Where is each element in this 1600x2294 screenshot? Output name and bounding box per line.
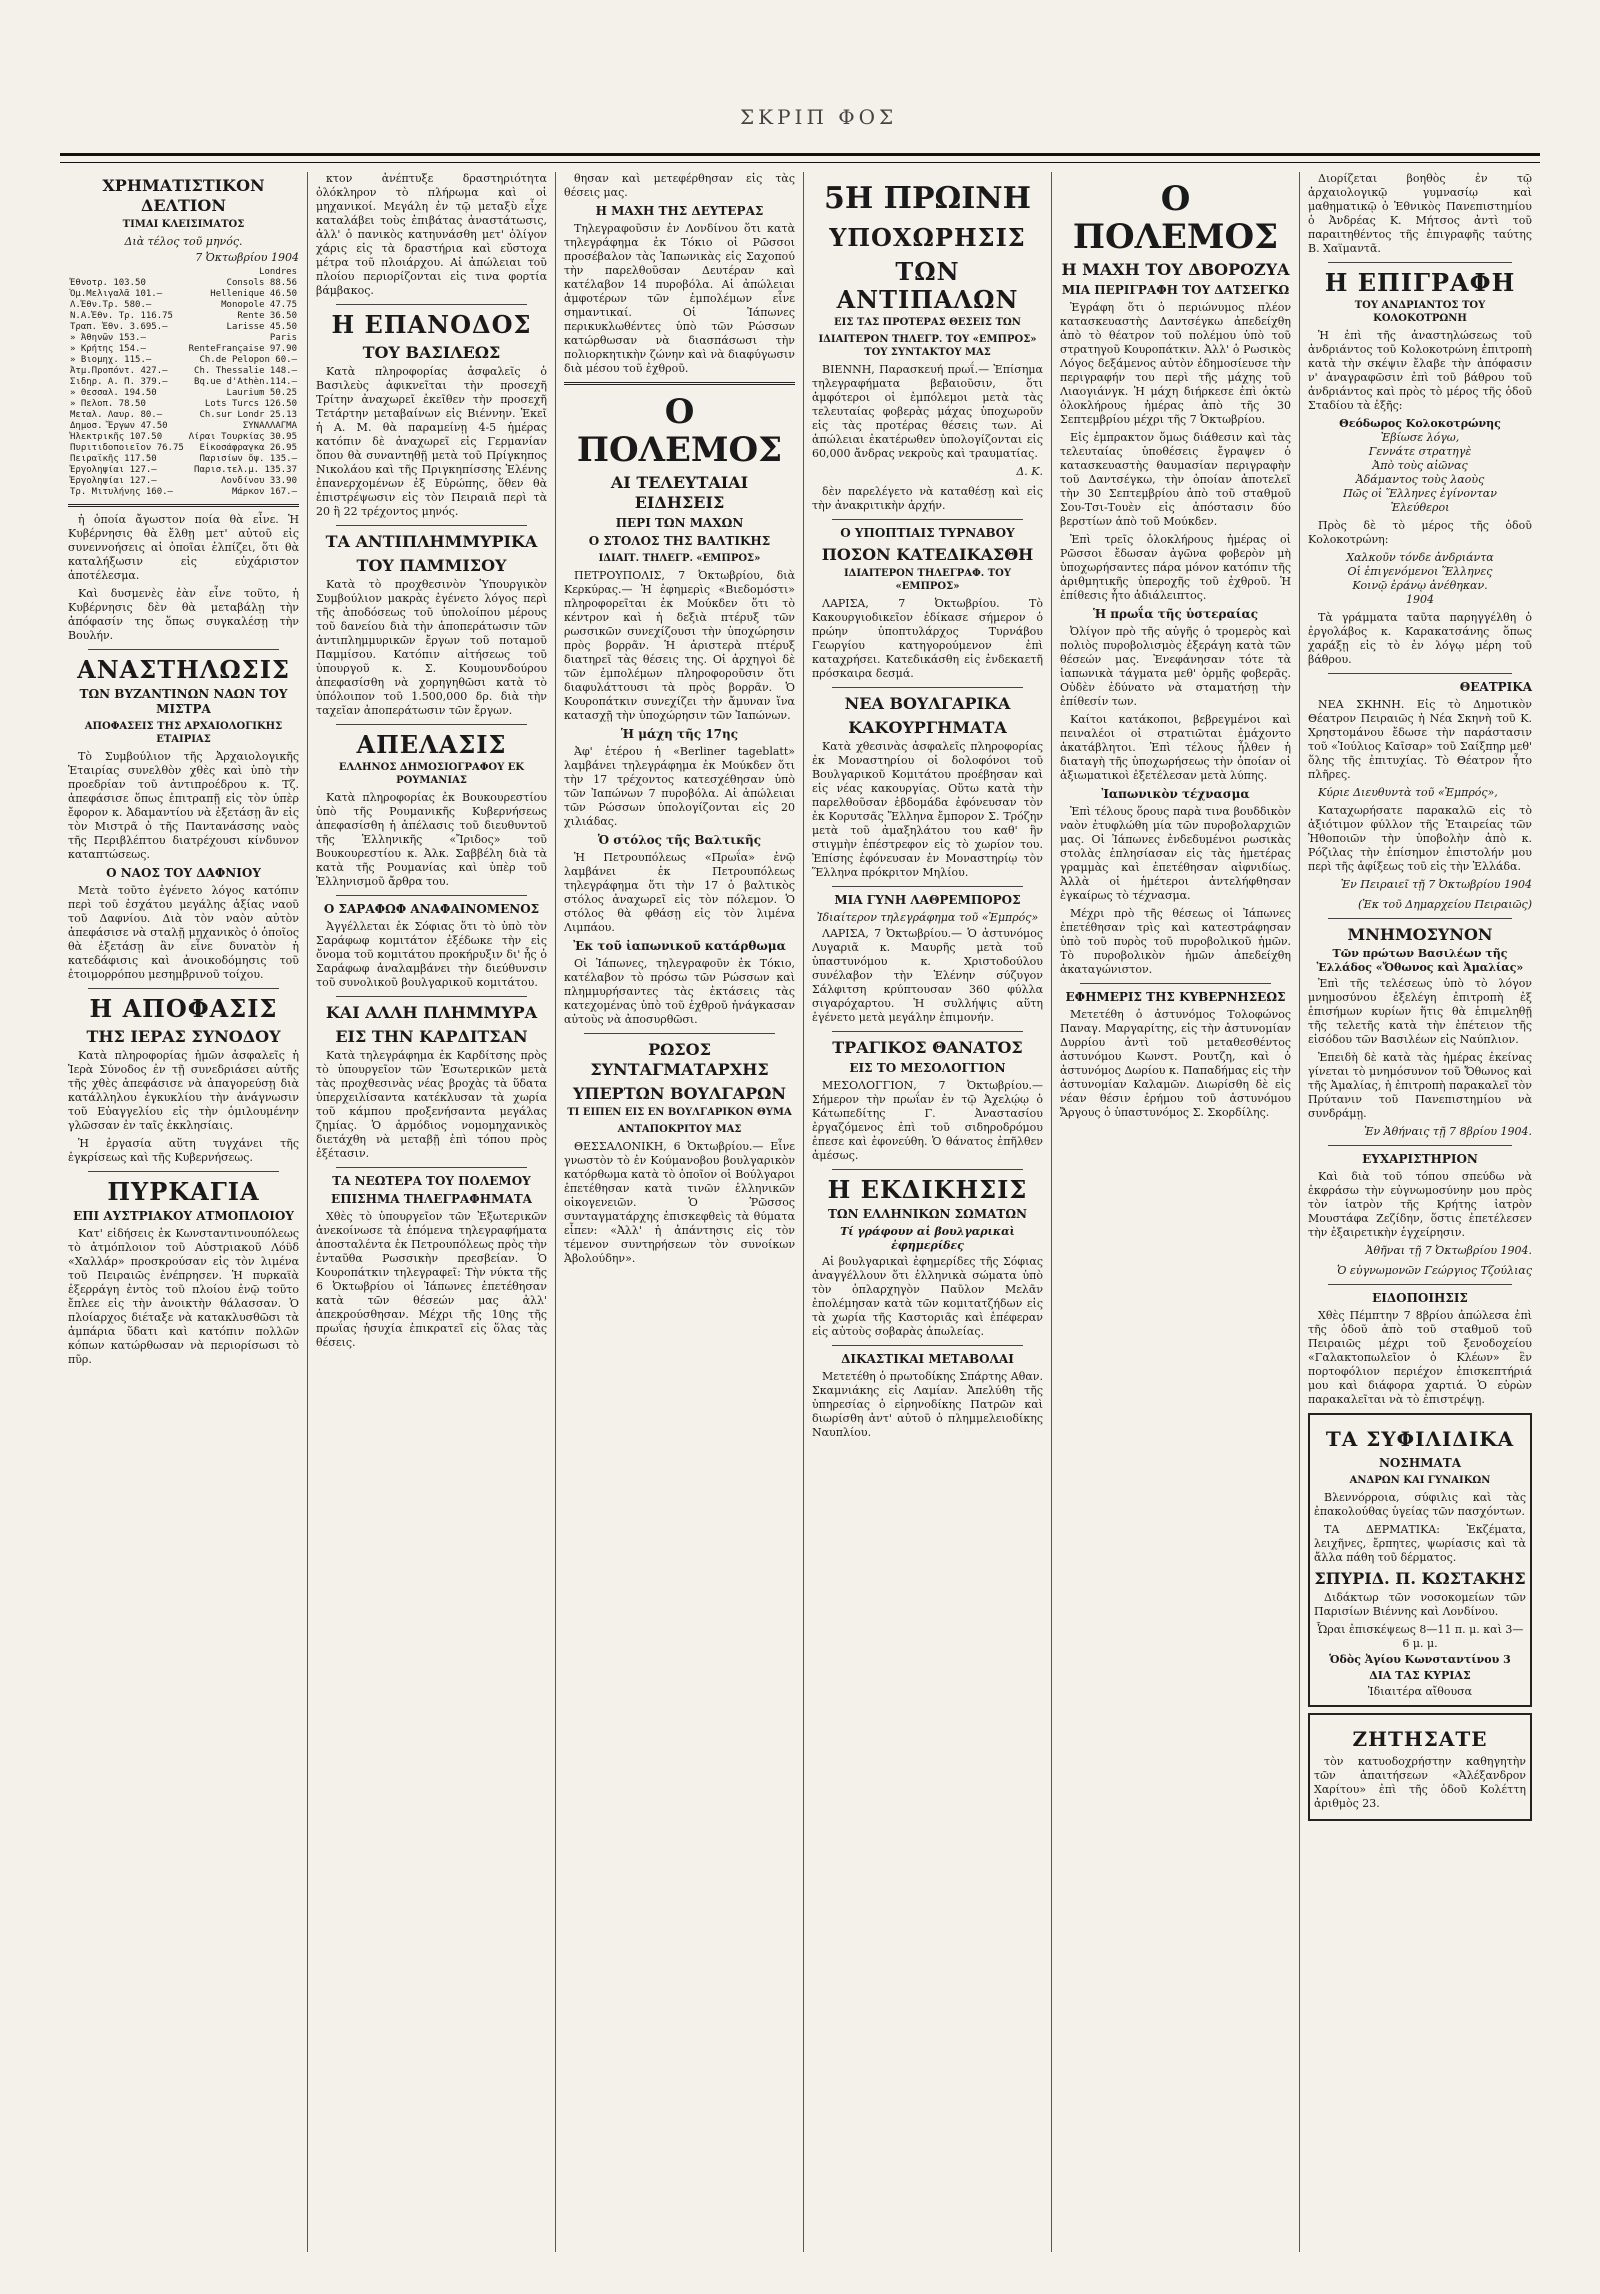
subheadline: ΤΟΥ ΑΝΔΡΙΑΝΤΟΣ ΤΟΥ ΚΟΛΟΚΟΤΡΩΝΗ — [1354, 300, 1486, 324]
subheadline: Ἡ πρωΐα τῆς ὑστεραίας — [1092, 607, 1259, 621]
headline-neotera: ΤΑ ΝΕΩΤΕΡΑ ΤΟΥ ΠΟΛΕΜΟΥ — [332, 1174, 531, 1188]
article-paragraph: Ἡ Πετρουπόλεως «Πρωΐα» ἐνῷ λαμβάνει ἐκ Πετρουπόλεως τηλεγράφημα ὅτι τὴν 17 ὁ βαλτικὸς στόλος ἀναχωρεῖ εἰς τὸν πόλεμον. Ὁ στόλος θὰ φθάσῃ εἰς τὸν λιμένα Λιμπάου. — [564, 851, 795, 934]
divider — [88, 988, 279, 989]
article-paragraph: Μετετέθη ὁ πρωτοδίκης Σπάρτης Αθαν. Σκαμνιάκης εἰς Λαμίαν. Ἀπελύθη τῆς ὑπηρεσίας ὁ εἰρηνοδίκης Πατρῶν καὶ διωρίσθη ἀντ' αὐτοῦ ὁ πλημμελειοδίκης Ναυπλίου. — [812, 1370, 1043, 1439]
article-paragraph: Χθὲς τὸ ὑπουργεῖον τῶν Ἐξωτερικῶν ἀνεκοίνωσε τὰ ἑπόμενα τηλεγραφήματα ἀποσταλέντα ἐκ Πετρουπόλεως πρὸς τὴν ἐνταῦθα Ρωσσικὴν πρεσβείαν. Ὁ Κουροπάτκιν τηλεγραφεῖ: Τὴν νύκτα τῆς 6 Ὀκτωβρίου οἱ Ἰάπωνες ἐπετέθησαν κατὰ τῶν θέσεών μας ἀλλ' ἀπεκρούσθησαν. Μέχρι τῆς 10ης τῆς πρωΐας ἡσυχία ἐπικρατεῖ εἰς ὅλας τὰς θέσεις. — [316, 1210, 547, 1349]
market-row: Δημοσ. Ἔργων 47.50 ΣΥΝΑΛΛΑΓΜΑ — [70, 421, 297, 431]
article-paragraph: Καὶ δυσμενὲς ἐὰν εἶνε τοῦτο, ἡ Κυβέρνησις δὲν θὰ μεταβάλῃ τὴν ἀπόφασίν της ὅπως συγκαλέσῃ τὴν Βουλήν. — [68, 587, 299, 642]
article-paragraph: θησαν καὶ μετεφέρθησαν εἰς τὰς θέσεις μας. — [564, 172, 795, 199]
article-paragraph: Ἡ ἐπὶ τῆς ἀναστηλώσεως τοῦ ἀνδριάντος τοῦ Κολοκοτρώνη ἐπιτροπὴ κατὰ τὴν σκέψιν ἔλαβε τὴν ἀπόφασιν ν' ἀναγραφῶσιν ἐπὶ τοῦ βάθρου τοῦ ἀνδριάντος καὶ πρὸς τὸ μέρος τῆς ὁδοῦ Σταδίου τὰ ἑξῆς: — [1308, 329, 1532, 412]
article-paragraph: Κατὰ τὸ προχθεσινὸν Ὑπουργικὸν Συμβούλιον μακρὰς ἐγένετο λόγος περὶ τῆς ἀποδόσεως τοῦ ὑπολοίπου μέρους τοῦ δανείου διὰ τὴν ἀποπεράτωσιν τῶν ἀντιπλημμυρικῶν ἔργων τοῦ ποταμοῦ Παμμίσου. Κατόπιν αἰτήσεως τοῦ ὑπουργοῦ κ. Σ. Κουμουνδούρου ἀπεφασίσθη νὰ χορηγηθῶσι κατὰ τὸ ὑπόλοιπον τοῦ 1.500,000 δρ. διὰ τὴν ταχεῖαν ἀποπεράτωσιν τῶν ἔργων. — [316, 578, 547, 717]
headline-neabulg: ΝΕΑ ΒΟΥΛΓΑΡΙΚΑ — [844, 694, 1011, 713]
inscription-line: Ἀπὸ τοὺς αἰῶνας — [1372, 459, 1468, 472]
ad-title: ΤΑ ΣΥΦΙΛΙΔΙΚΑ — [1325, 1427, 1515, 1451]
article-paragraph: Τηλεγραφοῦσιν ἐν Λονδίνου ὅτι κατὰ τηλεγράφημα ἐκ Τόκιο οἱ Ρῶσσοι προσέβαλον τὰς Ἰαπωνικὰς εἰς Σαχοπού τὴν παρελθοῦσαν Δευτέραν καὶ κατέλαβον 14 πυροβόλα. Αἱ ἀπώλειαι ἀμφοτέρων τῶν ἐμπολέμων εἶνε σημαντικαί. Οἱ Ἰάπωνες περικυκλωθέντες ὑπὸ τῶν Ρώσσων κατώρθωσαν νὰ διασπάσωσι τὴν πολιορκητικὴν ζώνην καὶ νὰ διαφύγωσιν διὰ μέσου τοῦ ἐχθροῦ. — [564, 222, 795, 375]
market-head-right: Londres — [259, 267, 297, 277]
article-paragraph: κτον ἀνέπτυξε δραστηριότητα ὁλόκληρον τὸ πλήρωμα καὶ οἱ μηχανικοί. Μεγάλη ἐν τῷ μεταξὺ εἶχε καταλάβει τοὺς ἐπιβάτας ἀναστάτωσις, ἀλλ' ὁ πανικὸς κατηυνάσθη μετ' ὀλίγον χάρις εἰς τὰ δραστήρια καὶ εὔστοχα μέτρα τοῦ πλοιάρχου. Αἱ ἀπώλειαι τοῦ πλοίου περιορίζονται εἰς τινα φορτία βάμβακος. — [316, 172, 547, 297]
inscription — [1308, 417, 1532, 515]
subheadline: ΠΕΡΙ ΤΩΝ ΜΑΧΩΝ — [615, 516, 744, 530]
article-paragraph: Ἐπὶ τέλους ὅρους παρὰ τινα βουδδικὸν ναὸν ἐτυφλώθη μία τῶν πυροβολαρχιῶν μας. Οἱ Ἰάπωνες ἐνδεδυμένοι ρωσικὰς στολὰς ἐπλησίασαν εἰς τὰς ἡμετέρας γραμμὰς καὶ ἐπετέθησαν αἰφνιδίως. Ἀλλὰ οἱ ἡμέτεροι ἀντελήφθησαν ἐγκαίρως τὸ τέχνασμα. — [1060, 805, 1291, 902]
subheadline: ΕΙΣ ΤΟ ΜΕΣΟΛΟΓΓΙΟΝ — [849, 1061, 1006, 1075]
article-paragraph: ΘΕΣΣΑΛΟΝΙΚΗ, 6 Ὀκτωβρίου.— Εἶνε γνωστὸν τὸ ἐν Κούμανοβου βουλγαρικὸν κατόρθωμα κατὰ τὸ ὁποῖον οἱ Βούλγαροι ἐπετέθησαν κατὰ τινῶν ἑλληνικῶν οἰκογενειῶν. Ὁ Ῥῶσσος συνταγματάρχης ἐπισκεφθεὶς τὰ θύματα εἶπεν: «Ἀλλ' ἡ ἀπάντησις εἰς τὸν τέμενον συντηρήσεων τὸν συνοίκων Ἀβολούδην». — [564, 1140, 795, 1265]
headline-sarafof: Ο ΣΑΡΑΦΩΦ ΑΝΑΦΑΙΝΟΜΕΝΟΣ — [323, 902, 540, 916]
divider — [336, 996, 527, 997]
subheadline: Ἐκ τοῦ ἰαπωνικοῦ κατάρθωμα — [573, 939, 786, 953]
headline-pyrkagia: ΠΥΡΚΑΓΙΑ — [107, 1177, 260, 1206]
masthead — [60, 105, 1540, 165]
article-paragraph: Κατὰ χθεσινὰς ἀσφαλεῖς πληροφορίας ἐκ Μοναστηρίου οἱ δολοφόνοι τοῦ Βουλγαρικοῦ Κομιτάτου προέβησαν καὶ εἰς νέας κακουργίας. Οὕτω κατὰ τὴν παρελθοῦσαν ἑβδομάδα ἐφόνευσαν τὸν ἐκ Κορυτσᾶς Ἕλληνα ἔμπορον Σ. Τρόζην μετὰ τοῦ ἀμαξηλάτου του καθ' ἣν στιγμὴν ἐπέστρεφον εἰς τὸ χωρίον του. Ἐπίσης ἐφόνευσαν ἐν Μοναστηρίῳ τὸν Ἕλληνα πρόκριτον Μηλίου. — [812, 740, 1043, 879]
article-paragraph: Ἐπειδὴ δὲ κατὰ τὰς ἡμέρας ἐκείνας γίνεται τὸ μνημόσυνον τοῦ Ὄθωνος καὶ τῆς Ἀμαλίας, ἡ ἐπιτροπὴ παρακαλεῖ τὸν Πρύτανιν τοῦ Πανεπιστημίου νὰ συνδράμῃ. — [1308, 1051, 1532, 1120]
divider — [832, 687, 1023, 688]
subheadline: ΤΩΝ ΕΛΛΗΝΙΚΩΝ ΣΩΜΑΤΩΝ — [827, 1207, 1028, 1221]
article-paragraph: Ἀγγέλλεται ἐκ Σόφιας ὅτι τὸ ὑπὸ τὸν Σαράφωφ κομιτάτον ἐξέδωκε τὴν εἰς ὄνομα τοῦ κομιτάτου προκήρυξιν δι' ἧς ὁ Σαράφωφ ἀναλαμβάνει τὴν διεύθυνσιν τοῦ συνολικοῦ βουλγαρικοῦ κομιτάτου. — [316, 920, 547, 989]
divider — [336, 724, 527, 725]
subheadline: ΑΙ ΤΕΛΕΥΤΑΙΑΙ ΕΙΔΗΣΕΙΣ — [610, 473, 749, 512]
ad-title: ΝΟΣΗΜΑΤΑ — [1378, 1456, 1462, 1470]
article-paragraph: Καίτοι κατάκοποι, βεβρεγμένοι καὶ πειναλέοι οἱ στρατιῶται ἐμάχοντο ἀκατάβλητοι. Ἐπὶ τέλους ἦλθεν ἡ διαταγὴ τῆς ὑποχωρήσεως τὴν ὁποίαν οἱ ἀξιωματικοὶ ἐξετέλεσαν μετὰ λύπης. — [1060, 713, 1291, 782]
article-paragraph: Ἐγράφη ὅτι ὁ περιώνυμος πλέον κατασκευαστὴς Δαντσέγκω ἀπεδείχθη ἀπὸ τὸ θέατρον τοῦ πολέμου ὑπὸ τοῦ στρατηγοῦ Κουροπάτκιν. Ἀλλ' ὁ Ρωσικὸς Λόγος δεξάμενος αὐτὸν ἐδημοσίευσε τὴν περιγραφήν του περὶ τῆς μάχης τοῦ Λιαογιάνγκ. Ἡ μάχη διήρκεσε ἐπὶ ὀκτὼ ὁλοκλήρους ἡμέρας ἀπὸ τῆς 30 Σεπτεμβρίου μέχρι τῆς 7 Ὀκτωβρίου. — [1060, 301, 1291, 426]
article-paragraph: ΠΕΤΡΟΥΠΟΛΙΣ, 7 Ὀκτωβρίου, διὰ Κερκύρας.— Ἡ ἐφημερὶς «Βιεδομόστι» πληροφορεῖται ἐκ Μούκδεν ὅτι τὸ κέντρον καὶ ἡ δεξιὰ πτέρυξ τῶν ρωσσικῶν συνεχίζουσι τὴν ὑποχώρησιν πρὸς βορρᾶν. Ἡ ἀριστερὰ πτέρυξ διατηρεῖ τὰς θέσεις της. Οἱ ἀρχηγοὶ δὲ τῶν ἐμπολέμων πληροφοροῦσιν ὅτι διαφυλάττουσι τὰ πρὸς βορρᾶν. Ὁ Κουροπάτκιν συνεχίζει τὴν ἄμυναν ἵνα κατασχῇ τὴν ὑποχώρησιν τῶν Ἰαπώνων. — [564, 569, 795, 722]
column-4 — [804, 172, 1052, 2252]
divider — [832, 1031, 1023, 1032]
market-row: Ἐργοληψίαι 127.— Παρισ.τελ.μ. 135.37 — [70, 465, 297, 475]
headline-ypoxoriseis: ΥΠΟΧΩΡΗΣΙΣ — [829, 223, 1026, 252]
subheadline: ΥΠΕΡΤΩΝ ΒΟΥΛΓΑΡΩΝ — [572, 1084, 787, 1103]
inscription-line: Κοινῷ ἐράνῳ ἀνέθηκαν. — [1352, 579, 1488, 592]
subheadline: ΑΝΤΑΠΟΚΡΙΤΟΥ ΜΑΣ — [617, 1124, 742, 1135]
divider — [1328, 673, 1512, 674]
article-paragraph: Μετὰ τοῦτο ἐγένετο λόγος κατόπιν περὶ τοῦ ἐσχάτου μεγάλης ἀξίας ναοῦ τοῦ Δαφνίου. Διὰ τὸν ναὸν αὐτὸν ἀπεφάσισε νὰ σταλῇ μηχανικὸς ὁ ὁποῖος θὰ ἐξετάσῃ ἂν εἶνε δυνατὸν ἡ κατεδάφισις καὶ ἀνοικοδόμησις τοῦ ἐτοιμορρόπου μεσημβρινοῦ τοίχου. — [68, 884, 299, 981]
market-row: Ἀτμ.Προπόντ. 427.— Ch. Thessalie 148.— — [70, 366, 297, 376]
inscription-line: Θεόδωρος Κολοκοτρώνης — [1339, 417, 1501, 430]
market-row: Ἐργοληψίαι 127.— Λονδίνου 33.90 — [70, 476, 297, 486]
subheadline: ΙΔΙΑΙΤΕΡΟΝ ΤΗΛΕΓΡΑΦ. ΤΟΥ «ΕΜΠΡΟΣ» — [843, 568, 1012, 592]
subheadline: Τῶν πρώτων Βασιλέων τῆς Ἑλλάδος «Ὄθωνος καὶ Ἀμαλίας» — [1316, 947, 1524, 974]
headline-efimeris: ΕΦΗΜΕΡΙΣ ΤΗΣ ΚΥΒΕΡΝΗΣΕΩΣ — [1065, 990, 1286, 1004]
column-6 — [1300, 172, 1540, 2252]
divider — [832, 519, 1023, 520]
market-row: Λ.Ἐθν.Τρ. 580.— Monopole 47.75 — [70, 300, 297, 310]
headline-efxaristirion: ΕΥΧΑΡΙΣΤΗΡΙΟΝ — [1362, 1152, 1478, 1166]
headline-polemos-2: Ο ΠΟΛΕΜΟΣ — [1072, 179, 1279, 257]
subheadline: ΠΟΣΟΝ ΚΑΤΕΔΙΚΑΣΘΗ — [821, 545, 1034, 564]
article-paragraph: ΝΕΑ ΣΚΗΝΗ. Εἰς τὸ Δημοτικὸν Θέατρον Πειραιῶς ἡ Νέα Σκηνὴ τοῦ Κ. Χρηστομάνου ἔδωσε τὴν παράστασιν τοῦ «Ἰούλιος Καῖσαρ» τοῦ Σαίξπηρ μεθ' ὅλης τῆς ἐπιτυχίας. Τὸ Θέατρον ἦτο πλῆρες. — [1308, 698, 1532, 781]
signature: Ἀθῆναι τῇ 7 Ὀκτωβρίου 1904. — [1365, 1244, 1532, 1257]
divider — [68, 504, 299, 507]
page-folio: ΣΚΡΙΠ ΦΟΣ — [740, 105, 898, 129]
column-1 — [60, 172, 308, 2252]
inscription-line: Οἱ ἐπιγενόμενοι Ἕλληνες — [1347, 565, 1493, 578]
article-paragraph: ἡ ὁποία ἄγωστον ποία θὰ εἶνε. Ἡ Κυβέρνησις θὰ ἔλθῃ μετ' αὐτοῦ εἰς συνεννοήσεις αἱ ὁποῖαι ἐλπίζει, ὅτι θὰ καταλήξωσιν εἰς εὐχάριστον ἀποτέλεσμα. — [68, 513, 299, 582]
subheadline: ΤΟΥ ΒΑΣΙΛΕΩΣ — [362, 343, 501, 362]
subheadline: Ἰαπωνικὸν τέχνασμα — [1101, 787, 1250, 801]
market-date: 7 Ὀκτωβρίου 1904 — [195, 251, 299, 264]
article-paragraph: ΜΕΣΟΛΟΓΓΙΟΝ, 7 Ὀκτωβρίου.— Σήμερον τὴν πρωΐαν ἐν τῷ Ἀχελῴῳ ὁ Κάτωπεδίτης Γ. Ἀναστασίου ἐργαζόμενος ἐπὶ τοῦ σιδηροδρόμου ἐπεσε καὶ ἐφονεύθη. Ὁ θάνατος ἐπῆλθεν ἀμέσως. — [812, 1079, 1043, 1162]
article-paragraph: Ὀλίγον πρὸ τῆς αὐγῆς ὁ τρομερὸς καὶ πολιὸς πυροβολισμὸς ἐξεράγη κατὰ τῶν θέσεών μας. Ἐνεφάνησαν τότε τὰ ἰαπωνικὰ τάγματα μεθ' ὁρμῆς φοβερᾶς. Οὐδὲν ἐδύνατο νὰ σταματήσῃ τὴν ἐπίθεσίν των. — [1060, 625, 1291, 708]
market-row: » Ἀθηνῶν 153.— Paris — [70, 333, 297, 343]
market-row: Ἠλεκτρικῆς 107.50 Λίραι Τουρκίας 30.95 — [70, 432, 297, 442]
signature: Δ. Κ. — [1016, 465, 1043, 478]
subheadline: ΙΔΙΑΙΤ. ΤΗΛΕΓΡ. «ΕΜΠΡΟΣ» — [598, 553, 761, 564]
divider — [832, 1169, 1023, 1170]
market-row: Σιδηρ. Α. Π. 379.— Bq.ue d'Athèn.114.— — [70, 377, 297, 387]
headline-mahi-dvorozya: Η ΜΑΧΗ ΤΟΥ ΔΒΟΡΟΖΥΑ — [1061, 260, 1290, 279]
edition-number: 5Η — [823, 181, 874, 216]
article-paragraph: Τὰ γράμματα ταῦτα παρηγγέλθη ὁ ἐργολάβος κ. Καρακατσάνης ὅπως χαράξῃ εἰς τὸ ἐν λόγῳ μέρη τοῦ βάθρου. — [1308, 611, 1532, 666]
ad-paragraph: Βλεννόρροια, σύφιλις καὶ τὰς ἐπακολούθας ὑγείας τῶν πασχόντων. — [1314, 1491, 1526, 1518]
article-paragraph: Καταχωρήσατε παρακαλῶ εἰς τὸ ἀξιότιμον φύλλον τῆς Ἑταιρείας τῶν Ἠθοποιῶν τὴν ὑποβολὴν ἀπὸ κ. Ρόζιλας τὴν ἐπίσημον ἐπιστολήν μου περὶ τῆς ἀφίξεως τοῦ εἰς τὴν Ἑλλάδα. — [1308, 804, 1532, 873]
signature: Ἐν Πειραιεῖ τῇ 7 Ὀκτωβρίου 1904 — [1340, 878, 1532, 891]
article-paragraph: Χθὲς Πέμπτην 7 8βρίου ἀπώλεσα ἐπὶ τῆς ὁδοῦ ἀπὸ τοῦ σταθμοῦ τοῦ Πειραιῶς μέχρι τοῦ ξενοδοχείου «Γαλακτοπωλεῖον ὁ Κλέων» ἓν πορτοφόλιον περιέχον ἐπισκεπτήριά μου καὶ διάφορα χαρτιά. Ὁ εὑρὼν παρακαλεῖται νὰ τὸ ἐπιστρέψῃ. — [1308, 1309, 1532, 1406]
subheadline: ΤΟΥ ΠΑΜΜΙΣΟΥ — [356, 556, 507, 575]
columns — [60, 172, 1540, 2252]
divider — [832, 886, 1023, 887]
article-paragraph: Μέχρι πρὸ τῆς θέσεως οἱ Ἰάπωνες ἐπετέθησαν τρὶς καὶ κατεστράφησαν ὑπὸ τοῦ πυρὸς τοῦ πυροβολικοῦ ἡμῶν. Τὸ πυροβολικὸν ἡμῶν ἀπεδείχθη ἀκαταγώνιστον. — [1060, 907, 1291, 976]
divider — [336, 895, 527, 896]
headline-epigrafi: Η ΕΠΙΓΡΑΦΗ — [1324, 268, 1516, 297]
divider — [1328, 1284, 1512, 1285]
market-subtitle: ΤΙΜΑΙ ΚΛΕΙΣΙΜΑΤΟΣ — [122, 219, 245, 230]
subheadline: Τί γράφουν αἱ βουλγαρικαὶ ἐφημερίδες — [840, 1225, 1015, 1252]
subheadline: ΙΔΙΑΙΤΕΡΟΝ ΤΗΛΕΓΡ. ΤΟΥ «ΕΜΠΡΟΣ» ΤΟΥ ΣΥΝΤΑΚΤΟΥ ΜΑΣ — [818, 334, 1037, 358]
article-paragraph: Καὶ διὰ τοῦ τόπου σπεύδω νὰ ἐκφράσω τὴν εὐγνωμοσύνην μου πρὸς τὸν ἰατρὸν τῆς Κρήτης ἰατρὸν Μουστάφα Ζεζίδην, ὅστις ἐπετέλεσεν τὴν ἐξαιρετικὴν ἐγχείρησιν. — [1308, 1170, 1532, 1239]
masthead-rule — [60, 153, 1540, 163]
headline-epanodos: Η ΕΠΑΝΟΔΟΣ — [331, 310, 532, 339]
market-title: ΧΡΗΜΑΤΙΣΤΙΚΟΝ ΔΕΛΤΙΟΝ — [102, 176, 265, 215]
market-row: Μεταλ. Λαυρ. 80.— Ch.sur Londr 25.13 — [70, 410, 297, 420]
article-paragraph: Μετετέθη ὁ ἀστυνόμος Τολοφώνος Παναγ. Μαργαρίτης, εἰς τὴν ἀστυνομίαν Δυρρίου ἀντὶ τοῦ μεταθεσθέντος ἀστυνόμου Κωνστ. Ρουτζη, καὶ ὁ ἀστυνόμος Δωρίου κ. Παπαδήμας εἰς τὴν ἀστυνομίαν Καλαμῶν. Διωρίσθη δὲ εἰς νέαν θέσιν ἐρήμου τοῦ ἀστυνόμου Ἄργους ὁ ὑπαστυνόμος Σ. Σκορδίλης. — [1060, 1008, 1291, 1119]
market-row: Ν.Α.Ἐθν. Τρ. 116.75 Rente 36.50 — [70, 311, 297, 321]
article-paragraph: Εἰς ἐμπρακτον ὅμως διάθεσιν καὶ τὰς τελευταίας ὑποθέσεις ἔγραψεν ὁ κατασκευαστὴς θαυμασίαν περιγραφὴν τοῦ Δαντσέγκω, τὴν ὁποίαν ἀποτελεῖ τὴν 30 Σεπτεμβρίου ἀπὸ τοῦ σταθμοῦ Σου-Τσι-Τουὲν εἰς ἀπόστασιν δύο βερστίων ἀπὸ τοῦ Μούκδεν. — [1060, 431, 1291, 528]
column-5 — [1052, 172, 1300, 2252]
article-paragraph: Κατὰ πληροφορίας ἐκ Βουκουρεστίου ὑπὸ τῆς Ρουμανικῆς Κυβερνήσεως ἀπεφασίσθη ἡ ἀπέλασις τοῦ διευθυντοῦ τῆς Ἑλληνικῆς «Ἴριδος» τοῦ Βουκουρεστίου κ. Ἀλκ. Σαββέλη διὰ τὰ κατὰ τῆς Ρουμανίας καὶ ὑπὲρ τοῦ Ἑλληνισμοῦ ἄρθρα του. — [316, 791, 547, 888]
headline-ypoptiai: Ο ΥΠΟΠΤΙΑΙΣ ΤΥΡΝΑΒΟΥ — [840, 526, 1015, 540]
subheadline: ΕΠΙ ΑΥΣΤΡΙΑΚΟΥ ΑΤΜΟΠΛΟΙΟΥ — [73, 1209, 294, 1223]
inscription-line: Ἐλεύθεροι — [1390, 501, 1450, 514]
edition-name: ΠΡΩΙΝΗ — [883, 181, 1032, 216]
ad-doctor-name: ΣΠΥΡΙΔ. Π. ΚΩΣΤΑΚΗΣ — [1314, 1569, 1526, 1588]
subheadline: ΤΩΝ ΑΝΤΙΠΑΛΩΝ — [836, 257, 1019, 314]
ad-paragraph: ΤΑ ΔΕΡΜΑΤΙΚΑ: Ἐκζέματα, λειχῆνες, ἔρπητες, ψωρίασις καὶ τὰ ἄλλα πάθη τοῦ δέρματος. — [1314, 1523, 1526, 1564]
headline-5h-proini — [812, 180, 1043, 218]
headline-apofasis: Η ΑΠΟΦΑΣΙΣ — [89, 994, 278, 1023]
inscription-line: 1904 — [1406, 593, 1434, 606]
subheadline: ΤΩΝ ΒΥΖΑΝΤΙΝΩΝ ΝΑΩΝ ΤΟΥ ΜΙΣΤΡΑ — [79, 687, 288, 716]
inscription-line: Ἀδάμαντος τοὺς λαοὺς — [1355, 473, 1485, 486]
ad-hours: Ὧραι ἐπισκέψεως 8—11 π. μ. καὶ 3—6 μ. μ. — [1316, 1623, 1524, 1650]
subheadline: ΕΠΙΣΗΜΑ ΤΗΛΕΓΡΑΦΗΜΑΤΑ — [331, 1192, 532, 1206]
article-paragraph: δὲν παρελέγετο νὰ καταθέσῃ καὶ εἰς τὴν ἀνακριτικὴν ἀρχήν. — [812, 485, 1043, 512]
divider — [832, 1345, 1023, 1346]
headline-mnimosynon: ΜΝΗΜΟΣΥΝΟΝ — [1347, 925, 1493, 944]
market-row: » Θεσσαλ. 194.50 Laurium 50.25 — [70, 388, 297, 398]
signature: Ὁ εὐγνωμονῶν Γεώργιος Τζούλιας — [1336, 1264, 1532, 1277]
divider — [336, 304, 527, 305]
signature: (Ἐκ τοῦ Δημαρχείου Πειραιῶς) — [1358, 898, 1532, 911]
article-paragraph: Αἱ βουλγαρικαὶ ἐφημερίδες τῆς Σόφιας ἀναγγέλλουν ὅτι ἑλληνικὰ σώματα ὑπὸ τὸν ὁπλαρχηγὸν Παῦλον Μελᾶν ἐπολέμησαν κατὰ τῶν κομιτατζήδων εἰς τὰ χωρία τῆς Καστοριᾶς καὶ ἐπέφεραν εἰς αὐτοὺς σοβαρὰς ἀπωλείας. — [812, 1255, 1043, 1338]
article-paragraph: ΒΙΕΝΝΗ, Παρασκευή πρωΐ.— Ἐπίσημα τηλεγραφήματα βεβαιοῦσιν, ὅτι ἀμφότεροι οἱ ἐμπόλεμοι μετὰ τὰς τελευταίας φοβερὰς μάχας ὑποχωροῦν εἰς τὰς προτέρας θέσεις των. Αἱ ἀπώλειαι ἐκατέρωθεν ὑπολογίζονται εἰς 60,000 ἄνδρας νεκροὺς καὶ τραυματίας. — [812, 363, 1043, 460]
article-paragraph: Διορίζεται βοηθὸς ἐν τῷ ἀρχαιολογικῷ γυμνασίῳ καὶ μαθηματικῷ ὁ Ἐθνικὸς Πανεπιστημίου ὁ Ἀνδρέας Κ. Μήτσος ἀντὶ τοῦ παραιτηθέντος τῆς ἐπιγραφῆς ταύτης Β. Χαϊμαντᾶ. — [1308, 172, 1532, 255]
ad-paragraph: τὸν κατυοδοχρήστην καθηγητὴν τῶν ἀπαιτήσεων «Ἀλέξανδρον Χαρίτου» ἐπὶ τῆς ὁδοῦ Κολέττη ἀριθμὸς 23. — [1314, 1755, 1526, 1810]
inscription — [1308, 551, 1532, 607]
subheadline: ΜΙΑ ΠΕΡΙΓΡΑΦΗ ΤΟΥ ΔΑΤΣΕΓΚΩ — [1061, 283, 1290, 297]
article-paragraph: Πρὸς δὲ τὸ μέρος τῆς ὁδοῦ Κολοκοτρώνη: — [1308, 519, 1532, 546]
headline-sintagmatarxis: ΡΩΣΟΣ ΣΥΝΤΑΓΜΑΤΑΡΧΗΣ — [590, 1040, 769, 1079]
subheadline: Ἰδιαίτερον τηλεγράφημα τοῦ «Ἐμπρός» — [816, 911, 1039, 924]
subheadline: ΤΗΣ ΙΕΡΑΣ ΣΥΝΟΔΟΥ — [86, 1027, 281, 1046]
market-row: Τραπ. Ἐθν. 3.695.— Larisse 45.50 — [70, 322, 297, 332]
divider — [88, 1171, 279, 1172]
subheadline: Ο ΝΑΟΣ ΤΟΥ ΔΑΦΝΙΟΥ — [106, 866, 261, 880]
headline-tragikos: ΤΡΑΓΙΚΟΣ ΘΑΝΑΤΟΣ — [832, 1038, 1023, 1057]
headline-gynaika: ΜΙΑ ΓΥΝΗ ΛΑΘΡΕΜΠΟΡΟΣ — [834, 893, 1021, 907]
market-row: » Βιομηχ. 115.— Ch.de Pelopon 60.— — [70, 355, 297, 365]
market-row: » Κρήτης 154.— RenteFrançaise 97.90 — [70, 344, 297, 354]
advertisement-syfilidika — [1308, 1413, 1532, 1707]
inscription-line: Πῶς οἱ Ἕλληνες ἐγίνονταν — [1343, 487, 1497, 500]
signature: Ἐν Ἀθήναις τῇ 7 8βρίου 1904. — [1364, 1125, 1532, 1138]
headline-polemos: Ο ΠΟΛΕΜΟΣ — [576, 392, 783, 470]
ad-paragraph: Διδάκτωρ τῶν νοσοκομείων τῶν Παρισίων Βιέννης καὶ Λονδίνου. — [1314, 1591, 1526, 1618]
divider — [1328, 918, 1512, 919]
ad-address: Ὁδὸς Ἀγίου Κωνσταντίνου 3 — [1329, 1653, 1511, 1666]
subheadline: ΤΙ ΕΙΠΕΝ ΕΙΣ ΕΝ ΒΟΥΛΓΑΡΙΚΟΝ ΘΥΜΑ — [567, 1107, 792, 1118]
divider — [1328, 262, 1512, 263]
article-paragraph: Κατὰ τηλεγράφημα ἐκ Καρδίτσης πρὸς τὸ ὑπουργεῖον τῶν Ἐσωτερικῶν μετὰ τὰς προχθεσινὰς νέας βροχὰς τὰ ὕδατα ὑπερχειλίσαντα κατέκλυσαν τὰ χωρία τοῦ κάμπου προξενήσαντα μεγάλας ζημίας. Ὁ ἁρμόδιος νομομηχανικὸς διετάχθη νὰ μεταβῇ ἐπὶ τόπου πρὸς ἐξέτασιν. — [316, 1049, 547, 1160]
market-row: Τρ. Μιτυλήνης 160.— Μάρκον 167.— — [70, 487, 297, 497]
subheadline: ΕΛΛΗΝΟΣ ΔΗΜΟΣΙΟΓΡΑΦΟΥ ΕΚ ΡΟΥΜΑΝΙΑΣ — [338, 762, 525, 786]
ad-address: Ἰδιαιτέρα αἴθουσα — [1367, 1685, 1473, 1698]
column-2 — [308, 172, 556, 2252]
inscription-line: Γεννάτε στρατηγὲ — [1368, 445, 1472, 458]
subheadline: Ἡ μάχη τῆς 17ης — [620, 727, 739, 741]
headline-machi: Η ΜΑΧΗ ΤΗΣ ΔΕΥΤΕΡΑΣ — [595, 204, 764, 218]
article-paragraph: Κύριε Διευθυντὰ τοῦ «Ἐμπρός», — [1318, 786, 1498, 799]
market-row: Πειραϊκῆς 117.50 Παρισίων ὄψ. 135.— — [70, 454, 297, 464]
divider — [336, 1167, 527, 1168]
ad-title: ΖΗΤΗΣΑΤΕ — [1352, 1727, 1488, 1751]
subheadline: ΕΙΣ ΤΗΝ ΚΑΡΔΙΤΣΑΝ — [335, 1027, 528, 1046]
divider — [88, 649, 279, 650]
headline-antiplimmyrika: ΤΑ ΑΝΤΙΠΛΗΜΜΥΡΙΚΑ — [325, 532, 538, 551]
subheadline: ΕΙΣ ΤΑΣ ΠΡΟΤΕΡΑΣ ΘΕΣΕΙΣ ΤΩΝ — [834, 317, 1021, 328]
market-row: Ἐθνοτρ. 103.50 Consols 88.56 — [70, 278, 297, 288]
article-paragraph: Τὸ Συμβούλιον τῆς Ἀρχαιολογικῆς Ἑταιρίας συνελθὸν χθὲς καὶ ὑπὸ τὴν προεδρίαν τοῦ ἀντιπροέδρου κ. Τζ. ἀπεφάσισε ὅπως ἐπιτραπῇ εἰς τὸν ὑπὲρ ἔφορον κ. Ἀδαμαντίου νὰ ἐξετάσῃ ἂν εἰς τὸν Μιστρᾶ ὁ τῆς Παντανάσσης ναὸς τῆς Περιβλέπτου διατρέχουσι κίνδυνον καταπτώσεως. — [68, 750, 299, 861]
article-paragraph: Οἱ Ἰάπωνες, τηλεγραφοῦν ἐκ Τόκιο, κατέλαβον τὸ πρόσω τῶν Ρώσσων καὶ πλημμυρήσαντες τὰς ἐκτάσεις τὰς κατεχομένας ὑπὸ τοῦ ἐχθροῦ ἠνάγκασαν αὐτοὺς νὰ ἀποσυρθῶσι. — [564, 957, 795, 1026]
column-3 — [556, 172, 804, 2252]
headline-eidopoiisis: ΕΙΔΟΠΟΙΗΣΙΣ — [1372, 1291, 1468, 1305]
article-paragraph: Ἡ ἐργασία αὕτη τυγχάνει τῆς ἐγκρίσεως καὶ τῆς Κυβερνήσεως. — [68, 1137, 299, 1164]
headline-anastilosis: ΑΝΑΣΤΗΛΩΣΙΣ — [77, 655, 290, 684]
headline-theatrika: ΘΕΑΤΡΙΚΑ — [1459, 680, 1532, 694]
headline-dikastikai: ΔΙΚΑΣΤΙΚΑΙ ΜΕΤΑΒΟΛΑΙ — [841, 1352, 1014, 1366]
market-row: Ὁμ.Μελιγαλᾶ 101.— Hellenique 46.50 — [70, 289, 297, 299]
subheadline: Ο ΣΤΟΛΟΣ ΤΗΣ ΒΑΛΤΙΚΗΣ — [588, 534, 771, 548]
market-row: Πυριτιδοποιεῖον 76.75 Εἰκοσάφραγκα 26.95 — [70, 443, 297, 453]
market-table — [68, 267, 299, 498]
advertisement-zitisate — [1308, 1713, 1532, 1821]
article-paragraph: Κατὰ πληροφορίας ἡμῶν ἀσφαλεῖς ἡ Ἱερὰ Σύνοδος ἐν τῇ συνεδριάσει αὐτῆς τῆς χθὲς ἀπεφάσισε νὰ ἀπαγορεύσῃ διὰ κατάλληλου ἐγκυκλίου τὴν ἀνάγνωσιν τοῦ Εὐαγγελίου εἰς τὴν ὁμιλουμένην γλῶσσαν ἐν ταῖς ἐκκλησίαις. — [68, 1049, 299, 1132]
ad-subtitle: ΑΝΔΡΩΝ ΚΑΙ ΓΥΝΑΙΚΩΝ — [1349, 1475, 1491, 1486]
article-paragraph: Κατ' εἰδήσεις ἐκ Κωνσταντινουπόλεως τὸ ἀτμόπλοιον τοῦ Αὐστριακοῦ Λόϋδ «Χαλλάρ» προσκρούσαν εἰς τὸν λιμένα τοῦ Πειραιῶς ἐνέπρησεν. Ἡ πυρκαϊὰ ἐξερράγη ἐντὸς τοῦ πλοίου ἐνῷ τοῦτο ἔπλεε εἰς τὴν ἀνοικτὴν θάλασσαν. Ὁ πλοίαρχος διέταξε νὰ κατακλυσθῶσι τὰ ἀμπάρια ὕδατι καὶ κατόπιν πολλῶν κόπων κατώρθωσαν νὰ περιορίσωσι τὸ πῦρ. — [68, 1227, 299, 1366]
inscription-line: Ἐβίωσε λόγω, — [1380, 431, 1460, 444]
divider — [584, 1033, 775, 1034]
divider — [1080, 983, 1271, 984]
divider — [1328, 1145, 1512, 1146]
article-paragraph: Ἐπὶ τρεῖς ὁλοκλήρους ἡμέρας οἱ Ρῶσσοι ἔδωσαν ἀγῶνα φοβερὸν μὴ ὑποχωρήσαντες πάρα μόνον κατόπιν τῆς ἀριθμητικῆς ὑπεροχῆς τοῦ ἐχθροῦ. Ἡ ἐπίθεσις ἦτο ἀδιάλειπτος. — [1060, 533, 1291, 602]
article-paragraph: Ἐπὶ τῆς τελέσεως ὑπὸ τὸ λόγον μνημοσύνου ἐξελέγη ἐπιτροπὴ ἐξ ἐπισήμων κυρίων ἥτις θὰ ἐπιμεληθῇ τῆς τελετῆς κατὰ τὴν ἐπέτειον τῆς εἰσόδου τῶν Βασιλέων εἰς Ναύπλιον. — [1308, 977, 1532, 1046]
article-paragraph: Κατὰ πληροφορίας ἀσφαλεῖς ὁ Βασιλεὺς ἀφικνεῖται τὴν προσεχῆ Τρίτην ἀναχωρεῖ ἐκεῖθεν τὴν προσεχῆ Τετάρτην μεταβαίνων εἰς Βιέννην. Ἐκεῖ ἡ Α. Μ. θὰ παραμείνῃ 4-5 ἡμέρας κατόπιν δὲ ἀναχωρεῖ εἰς Γερμανίαν ὅπου θὰ συναντηθῇ μετὰ τοῦ Πρίγκηπος Νικολάου καὶ τῆς Πριγκηπίσσης Ἑλένης ἐπανερχομένων ἐξ Εὐρώπης, ὅθεν θὰ ἐπιστρέψωσιν εἰς τὸν Πειραιᾶ περὶ τὰ 20 ἢ 22 τρέχοντος μηνός. — [316, 365, 547, 518]
market-note: Διὰ τέλος τοῦ μηνός. — [124, 235, 243, 248]
subheadline: ΑΠΟΦΑΣΕΙΣ ΤΗΣ ΑΡΧΑΙΟΛΟΓΙΚΗΣ ΕΤΑΙΡΙΑΣ — [84, 721, 283, 745]
subheadline: Ὁ στόλος τῆς Βαλτικῆς — [597, 833, 762, 847]
article-paragraph: ΛΑΡΙΣΑ, 7 Ὀκτωβρίου. Τὸ Κακουργιοδικεῖον ἐδίκασε σήμερον ὁ πρώην ὑποπτυλάρχος Τυρνάβου Γεωργίου κατηγορούμενον ἐπὶ καταχρήσει. Κατεδικάσθη εἰς ἐνδεκαετῆ πρόσκαιρα δεσμά. — [812, 597, 1043, 680]
divider — [336, 525, 527, 526]
subheadline: ΚΑΚΟΥΡΓΗΜΑΤΑ — [848, 718, 1007, 737]
divider — [564, 382, 795, 385]
article-paragraph: Ἀφ' ἑτέρου ἡ «Berliner tageblatt» λαμβάνει τηλεγράφημα ἐκ Μούκδεν ὅτι τὴν 17 τρέχοντος κατεσχέθησαν ὑπὸ τῶν Ἰαπώνων 7 πυροβόλα. Αἱ ἀπώλειαι τῶν Ρώσσων ὑπολογίζονται εἰς 20 χιλιάδας. — [564, 745, 795, 828]
headline-apelasis: ΑΠΕΛΑΣΙΣ — [356, 730, 507, 759]
inscription-line: Χαλκοῦν τόνδε ἀνδριάντα — [1346, 551, 1494, 564]
market-row: » Πελοπ. 78.50 Lots Turcs 126.50 — [70, 399, 297, 409]
ad-address: ΔΙΑ ΤΑΣ ΚΥΡΙΑΣ — [1369, 1669, 1471, 1682]
article-paragraph: ΛΑΡΙΣΑ, 7 Ὀκτωβρίου.— Ὁ ἀστυνόμος Λυγαριᾶ κ. Μαυρῆς μετὰ τοῦ ὑπαστυνόμου κ. Χριστοδούλου συνέλαβον τὴν Ἑλένην σύζυγον Σάλφιτση κρύπτουσαν 360 φύλλα σιγαρόχαρτου. Ἡ συλλήψις αὕτη ἐγένετο μετὰ μεγάλην ἐπιμονήν. — [812, 927, 1043, 1024]
headline-plimmyra: ΚΑΙ ΑΛΛΗ ΠΛΗΜΜΥΡΑ — [325, 1003, 538, 1022]
headline-ekdikisis: Η ΕΚΔΙΚΗΣΙΣ — [827, 1175, 1028, 1204]
